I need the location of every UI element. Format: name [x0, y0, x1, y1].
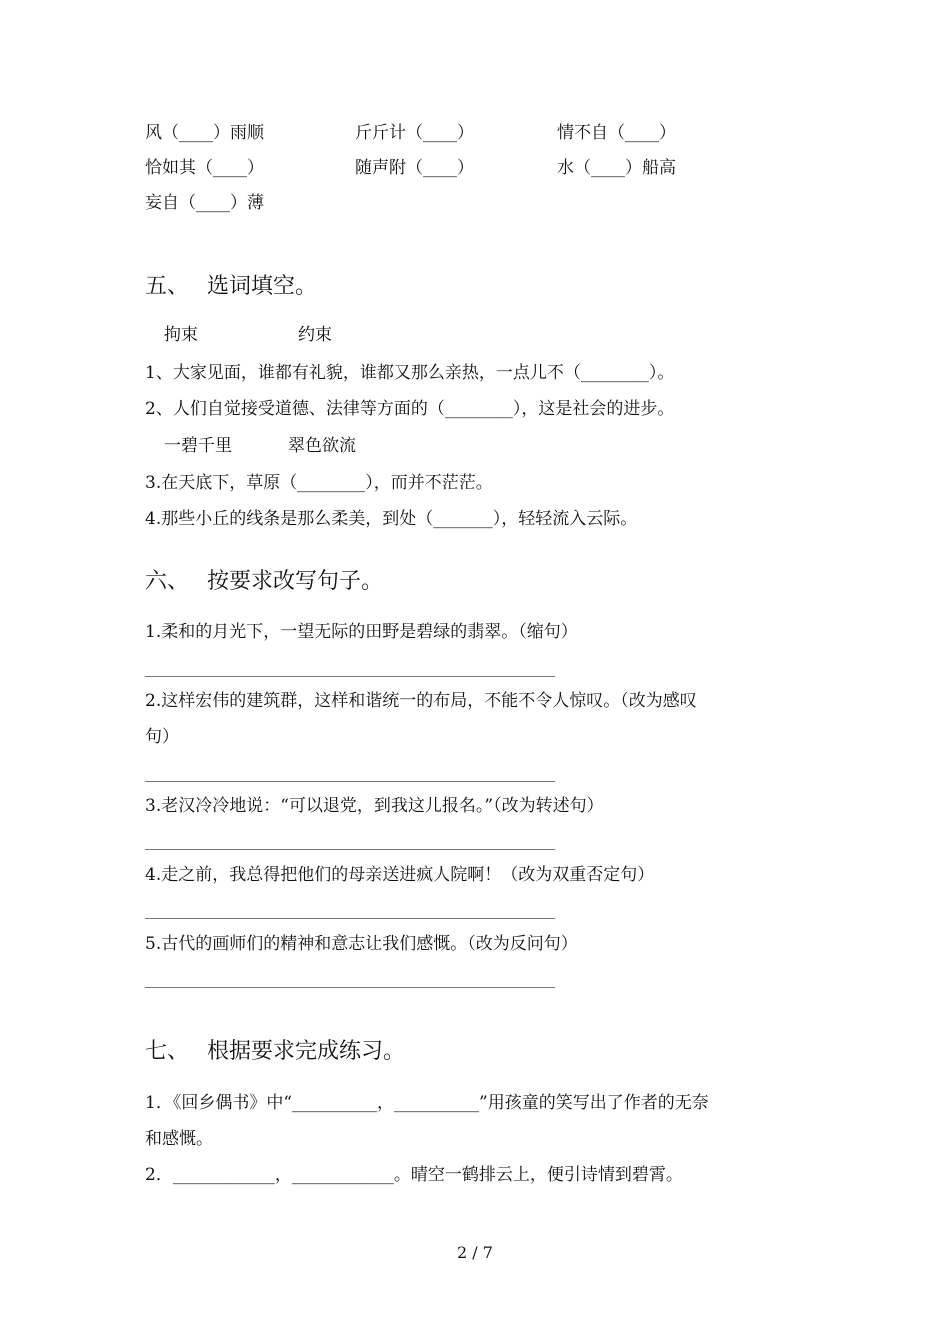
wordbank-word: 约束 — [298, 325, 332, 345]
idiom-4: 恰如其（____） — [145, 158, 264, 178]
wordbank-word: 一碧千里 — [164, 436, 232, 456]
idiom-5: 随声附（____） — [355, 158, 474, 178]
question-6-2-continued: 句） — [145, 727, 179, 747]
idiom-6: 水（____）船高 — [557, 158, 676, 178]
question-6-1: 1.柔和的月光下，一望无际的田野是碧绿的翡翠。（缩句） — [145, 622, 578, 642]
section-7-title: 根据要求完成练习。 — [207, 1039, 406, 1064]
section-5-number: 五、 — [145, 274, 190, 299]
question-5-2: 2、人们自觉接受道德、法律等方面的（________），这是社会的进步。 — [145, 399, 675, 419]
question-7-1-continued: 和感慨。 — [145, 1129, 213, 1149]
question-5-1: 1、大家见面，谁都有礼貌，谁都又那么亲热，一点儿不（________）。 — [145, 363, 675, 383]
wordbank-word: 翠色欲流 — [288, 436, 356, 456]
answer-line[interactable] — [145, 676, 555, 677]
section-7-heading — [145, 1038, 405, 1066]
idiom-7: 妄自（____）薄 — [145, 193, 264, 213]
question-6-5: 5.古代的画师们的精神和意志让我们感慨。（改为反问句） — [145, 934, 578, 954]
question-7-1: 1．《回乡偶书》中“__________，__________”用孩童的笑写出了作者的无奈 — [145, 1093, 709, 1113]
answer-line[interactable] — [145, 918, 555, 919]
answer-line[interactable] — [145, 849, 555, 850]
answer-line[interactable] — [145, 781, 555, 782]
idiom-2: 斤斤计（____） — [355, 123, 474, 143]
question-6-3: 3.老汉冷冷地说：“可以退党，到我这儿报名。”（改为转述句） — [145, 796, 604, 816]
answer-line[interactable] — [145, 987, 555, 988]
idiom-3: 情不自（____） — [557, 123, 676, 143]
section-6-heading — [145, 568, 383, 596]
question-6-2: 2.这样宏伟的建筑群，这样和谐统一的布局，不能不令人惊叹。（改为感叹 — [145, 691, 697, 711]
question-5-4: 4.那些小丘的线条是那么柔美，到处（_______），轻轻流入云际。 — [145, 509, 638, 529]
section-7-number: 七、 — [145, 1039, 190, 1064]
section-6-title: 按要求改写句子。 — [207, 569, 384, 594]
section-6-number: 六、 — [145, 569, 190, 594]
question-5-3: 3.在天底下，草原（________），而并不茫茫。 — [145, 473, 493, 493]
section-5-heading — [145, 273, 317, 301]
question-7-2: 2．____________，____________。晴空一鹤排云上，便引诗情到碧霄。 — [145, 1165, 683, 1185]
idiom-1: 风（____）雨顺 — [145, 123, 264, 143]
section-5-title: 选词填空。 — [207, 274, 318, 299]
question-6-4: 4.走之前，我总得把他们的母亲送进疯人院啊！（改为双重否定句） — [145, 865, 655, 885]
wordbank-word: 拘束 — [164, 325, 198, 345]
page-number: 2 / 7 — [457, 1243, 493, 1262]
